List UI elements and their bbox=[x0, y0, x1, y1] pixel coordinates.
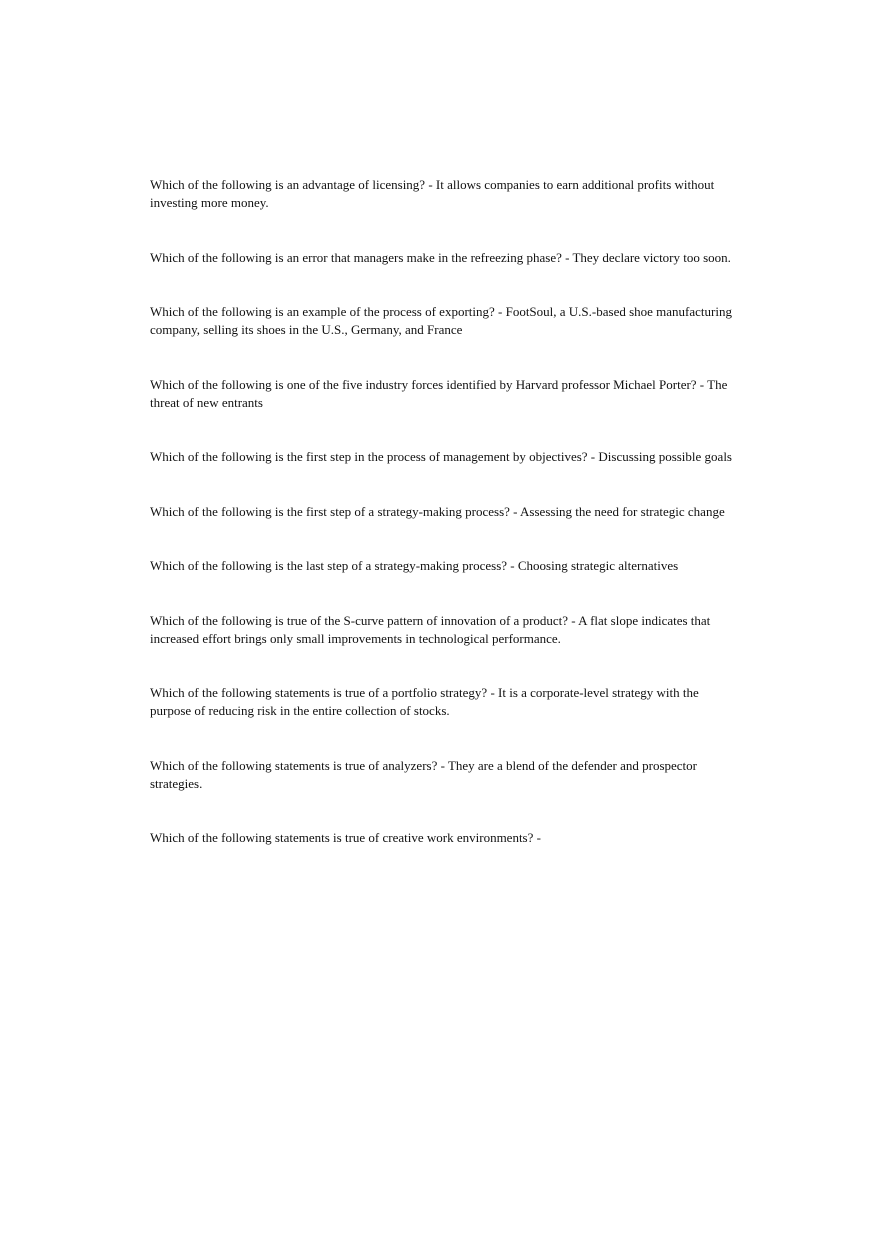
qa-item-strategy-first-step: Which of the following is the first step of a strategy-making process? - Assessing the need for strategic change bbox=[150, 503, 725, 519]
question-answer-list bbox=[150, 176, 735, 884]
qa-item-refreezing: Which of the following is an error that managers make in the refreezing phase? - They declare victory too soon. bbox=[150, 249, 731, 265]
qa-item-licensing: Which of the following is an advantage of licensing? - It allows companies to earn additional profits without investing more money. bbox=[150, 177, 715, 210]
qa-item-exporting: Which of the following is an example of the process of exporting? - FootSoul, a U.S.-based shoe manufacturing company, selling its shoes in the U.S., Germany, and France bbox=[150, 304, 732, 337]
qa-item-analyzers: Which of the following statements is true of analyzers? - They are a blend of the defender and prospector strategies. bbox=[150, 757, 697, 791]
qa-item-creative-work: Which of the following statements is true of creative work environments? - bbox=[150, 830, 541, 845]
qa-item-industry-forces: Which of the following is one of the five industry forces identified by Harvard professor Michael Porter? - The threat of new entrants bbox=[150, 376, 728, 410]
qa-item-s-curve: Which of the following is true of the S-curve pattern of innovation of a product? - A flat slope indicates that increased effort brings only small improvements in technological performance. bbox=[150, 612, 711, 646]
qa-item-strategy-last-step: Which of the following is the last step of a strategy-making process? - Choosing strategic alternatives bbox=[150, 558, 679, 573]
qa-item-portfolio-strategy: Which of the following statements is true of a portfolio strategy? - It is a corporate-level strategy with the purpose of reducing risk in the entire collection of stocks. bbox=[150, 685, 699, 718]
qa-item-management-by-objectives: Which of the following is the first step in the process of management by objectives? - Discussing possible goals bbox=[150, 449, 732, 464]
